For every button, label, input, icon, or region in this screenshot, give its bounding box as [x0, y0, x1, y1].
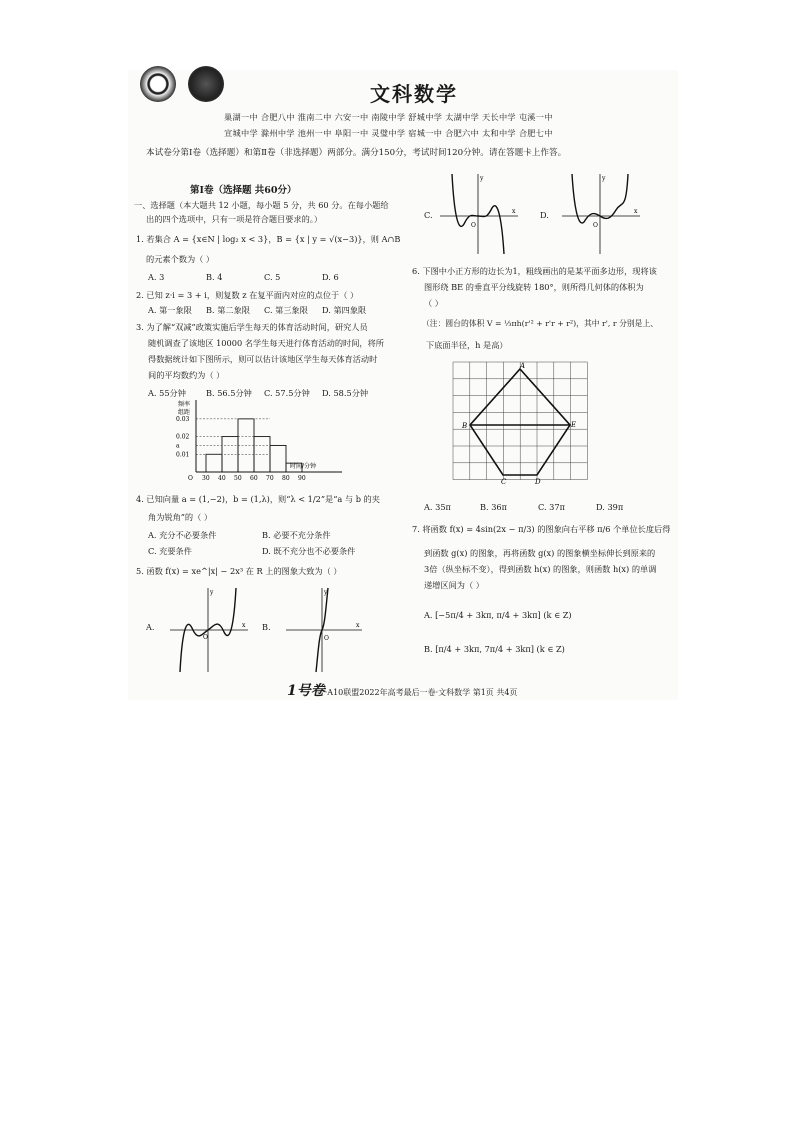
histogram-bar: [206, 454, 222, 472]
school-logo-left: [140, 66, 176, 102]
q4-option-a: A. 充分不必要条件: [148, 530, 217, 540]
q7-option-a: A. [−5π/4 + 3kπ, π/4 + 3kπ] (k ∈ Z): [424, 610, 572, 620]
q5-stem: 5. 函数 f(x) = xe^|x| − 2x³ 在 R 上的图象大致为（ ）: [136, 566, 342, 576]
q3-option-d: D. 58.5分钟: [322, 388, 369, 398]
q6-stem-3: （ ）: [424, 298, 443, 308]
y-tick-label: a: [176, 442, 180, 450]
q7-stem-1: 7. 将函数 f(x) = 4sin(2x − π/3) 的图象向右平移 π/6 个单位长度后得: [412, 524, 671, 534]
y-axis-label-bottom: 组距: [178, 409, 191, 416]
q3-stem-3: 得数据统计如下图所示，则可以估计该地区学生每天体育活动时: [148, 354, 378, 364]
q6-grid-figure: [452, 360, 588, 490]
q2-option-a: A. 第一象限: [148, 305, 192, 315]
q4-option-c: C. 充要条件: [148, 546, 192, 556]
q5-graph-d: [560, 172, 642, 256]
q5-option-b-label: B.: [262, 622, 271, 632]
graph-c-y-label: y: [480, 175, 484, 182]
y-tick-label: 0.01: [176, 451, 190, 459]
graph-b-x-label: x: [356, 622, 360, 629]
x-tick-label: 60: [250, 475, 258, 482]
histogram-bar: [270, 445, 286, 472]
q7-stem-3: 3倍（纵坐标不变），得到函数 h(x) 的图象，则函数 h(x) 的单调: [424, 564, 657, 574]
q6-stem-1: 6. 下图中小正方形的边长为1，粗线画出的是某平面多边形，现将该: [412, 266, 657, 276]
q2-stem: 2. 已知 z·i = 3 + i，则复数 z 在复平面内对应的点位于（ ）: [136, 290, 359, 300]
footer-text: ·A10联盟2022年高考最后一卷·文科数学 第1页 共4页: [324, 688, 518, 697]
q3-option-a: A. 55分钟: [148, 388, 186, 398]
q6-note-2: 下底面半径，h 是高）: [426, 340, 508, 350]
q2-option-b: B. 第二象限: [206, 305, 250, 315]
q1-stem-1: 1. 若集合 A = {x∈N | log₂ x < 3}，B = {x | y = √(x−3)}，则 A∩B: [136, 234, 401, 244]
q3-option-c: C. 57.5分钟: [264, 388, 310, 398]
point-a-label: A: [520, 362, 526, 370]
q3-stem-1: 3. 为了解“双减”政策实施后学生每天的体育活动时间，研究人员: [136, 322, 368, 332]
x-tick-label: 90: [298, 475, 306, 482]
graph-c-origin: O: [471, 222, 476, 229]
q5-graph-a: [168, 584, 250, 674]
q1-option-a: A. 3: [148, 272, 165, 282]
point-d-label: D: [535, 478, 541, 486]
q2-option-c: C. 第三象限: [264, 305, 308, 315]
q5-graph-b: [284, 584, 364, 674]
school-list-line-1: 巢湖一中 合肥八中 淮南二中 六安一中 南陵中学 舒城中学 太湖中学 天长中学 屯溪一中: [224, 112, 553, 122]
q7-stem-4: 递增区间为（ ）: [424, 580, 484, 590]
footer-brand: 1号卷: [287, 683, 325, 699]
q6-option-d: D. 39π: [596, 502, 624, 512]
y-tick-label: 0.02: [176, 433, 190, 441]
graph-a-x-label: x: [242, 622, 246, 629]
q4-stem-2: 角为锐角”的（ ）: [148, 512, 213, 522]
q7-option-b: B. [π/4 + 3kπ, 7π/4 + 3kπ] (k ∈ Z): [424, 644, 565, 654]
q5-option-c-label: C.: [424, 210, 433, 220]
exam-instructions: 本试卷分第Ⅰ卷（选择题）和第Ⅱ卷（非选择题）两部分。满分150分，考试时间120分钟。请在答题卡上作答。: [146, 148, 567, 158]
x-tick-label: 50: [234, 475, 242, 482]
q5-graph-c: [438, 172, 520, 256]
graph-c-x-label: x: [512, 208, 516, 215]
x-tick-label: 70: [266, 475, 274, 482]
x-tick-label: 80: [282, 475, 290, 482]
paper-title: 文科数学: [370, 82, 458, 106]
point-c-label: C: [501, 478, 507, 486]
q7-stem-2: 到函数 g(x) 的图象，再将函数 g(x) 的图象横坐标伸长到原来的: [424, 548, 656, 558]
q3-stem-4: 间的平均数约为（ ）: [148, 370, 225, 380]
x-tick-label: 40: [218, 475, 226, 482]
q5-option-a-label: A.: [146, 622, 155, 632]
q1-option-c: C. 5: [264, 272, 281, 282]
q3-stem-2: 随机调查了该地区 10000 名学生每天进行体育活动的时间，将所: [148, 338, 384, 348]
y-tick-label: 0.03: [176, 415, 190, 423]
q6-option-c: C. 37π: [538, 502, 565, 512]
section-instruction-1: 一、选择题（本大题共 12 小题，每小题 5 分，共 60 分。在每小题给: [134, 200, 389, 210]
q4-option-b: B. 必要不充分条件: [262, 530, 331, 540]
q4-stem-1: 4. 已知向量 a = (1,−2)，b = (1,λ)，则“λ < 1/2”是“a 与 b 的夹: [136, 494, 380, 504]
y-axis-label-top: 频率: [178, 401, 191, 408]
q1-option-d: D. 6: [322, 272, 339, 282]
q4-option-d: D. 既不充分也不必要条件: [262, 546, 356, 556]
graph-a-y-label: y: [210, 589, 214, 596]
school-list-line-2: 宣城中学 滁州中学 池州一中 阜阳一中 灵璧中学 宿城一中 合肥六中 太和中学 合肥七中: [224, 128, 553, 138]
graph-d-y-label: y: [602, 175, 606, 182]
graph-d-origin: O: [593, 222, 598, 229]
school-logo-right: [188, 66, 224, 102]
section-instruction-2: 出的四个选项中，只有一项是符合题目要求的。）: [146, 214, 323, 224]
q2-option-d: D. 第四象限: [322, 305, 367, 315]
graph-a-origin: O: [203, 634, 208, 641]
frequency-histogram: [166, 398, 346, 484]
q6-note-1: （注：圆台的体积 V = ⅓πh(r'² + r'r + r²)，其中 r', r 分别是上、: [422, 319, 659, 328]
point-b-label: B: [462, 422, 468, 430]
q1-option-b: B. 4: [206, 272, 223, 282]
graph-b-origin: O: [324, 635, 329, 642]
chart-origin: O: [188, 475, 193, 482]
q5-option-d-label: D.: [540, 210, 549, 220]
q6-option-a: A. 35π: [424, 502, 451, 512]
graph-b-y-label: y: [324, 589, 328, 596]
section-title: 第Ⅰ卷（选择题 共60分）: [190, 185, 297, 196]
q6-stem-2: 图形绕 BE 的垂直平分线旋转 180°，则所得几何体的体积为: [424, 282, 644, 292]
q6-option-b: B. 36π: [480, 502, 508, 512]
q1-stem-2: 的元素个数为（ ）: [146, 254, 215, 264]
point-e-label: E: [571, 421, 577, 429]
page-footer: [287, 680, 517, 700]
graph-d-x-label: x: [634, 208, 638, 215]
x-axis-label: 时间/分钟: [290, 463, 317, 470]
x-tick-label: 30: [202, 475, 210, 482]
q3-option-b: B. 56.5分钟: [206, 388, 252, 398]
